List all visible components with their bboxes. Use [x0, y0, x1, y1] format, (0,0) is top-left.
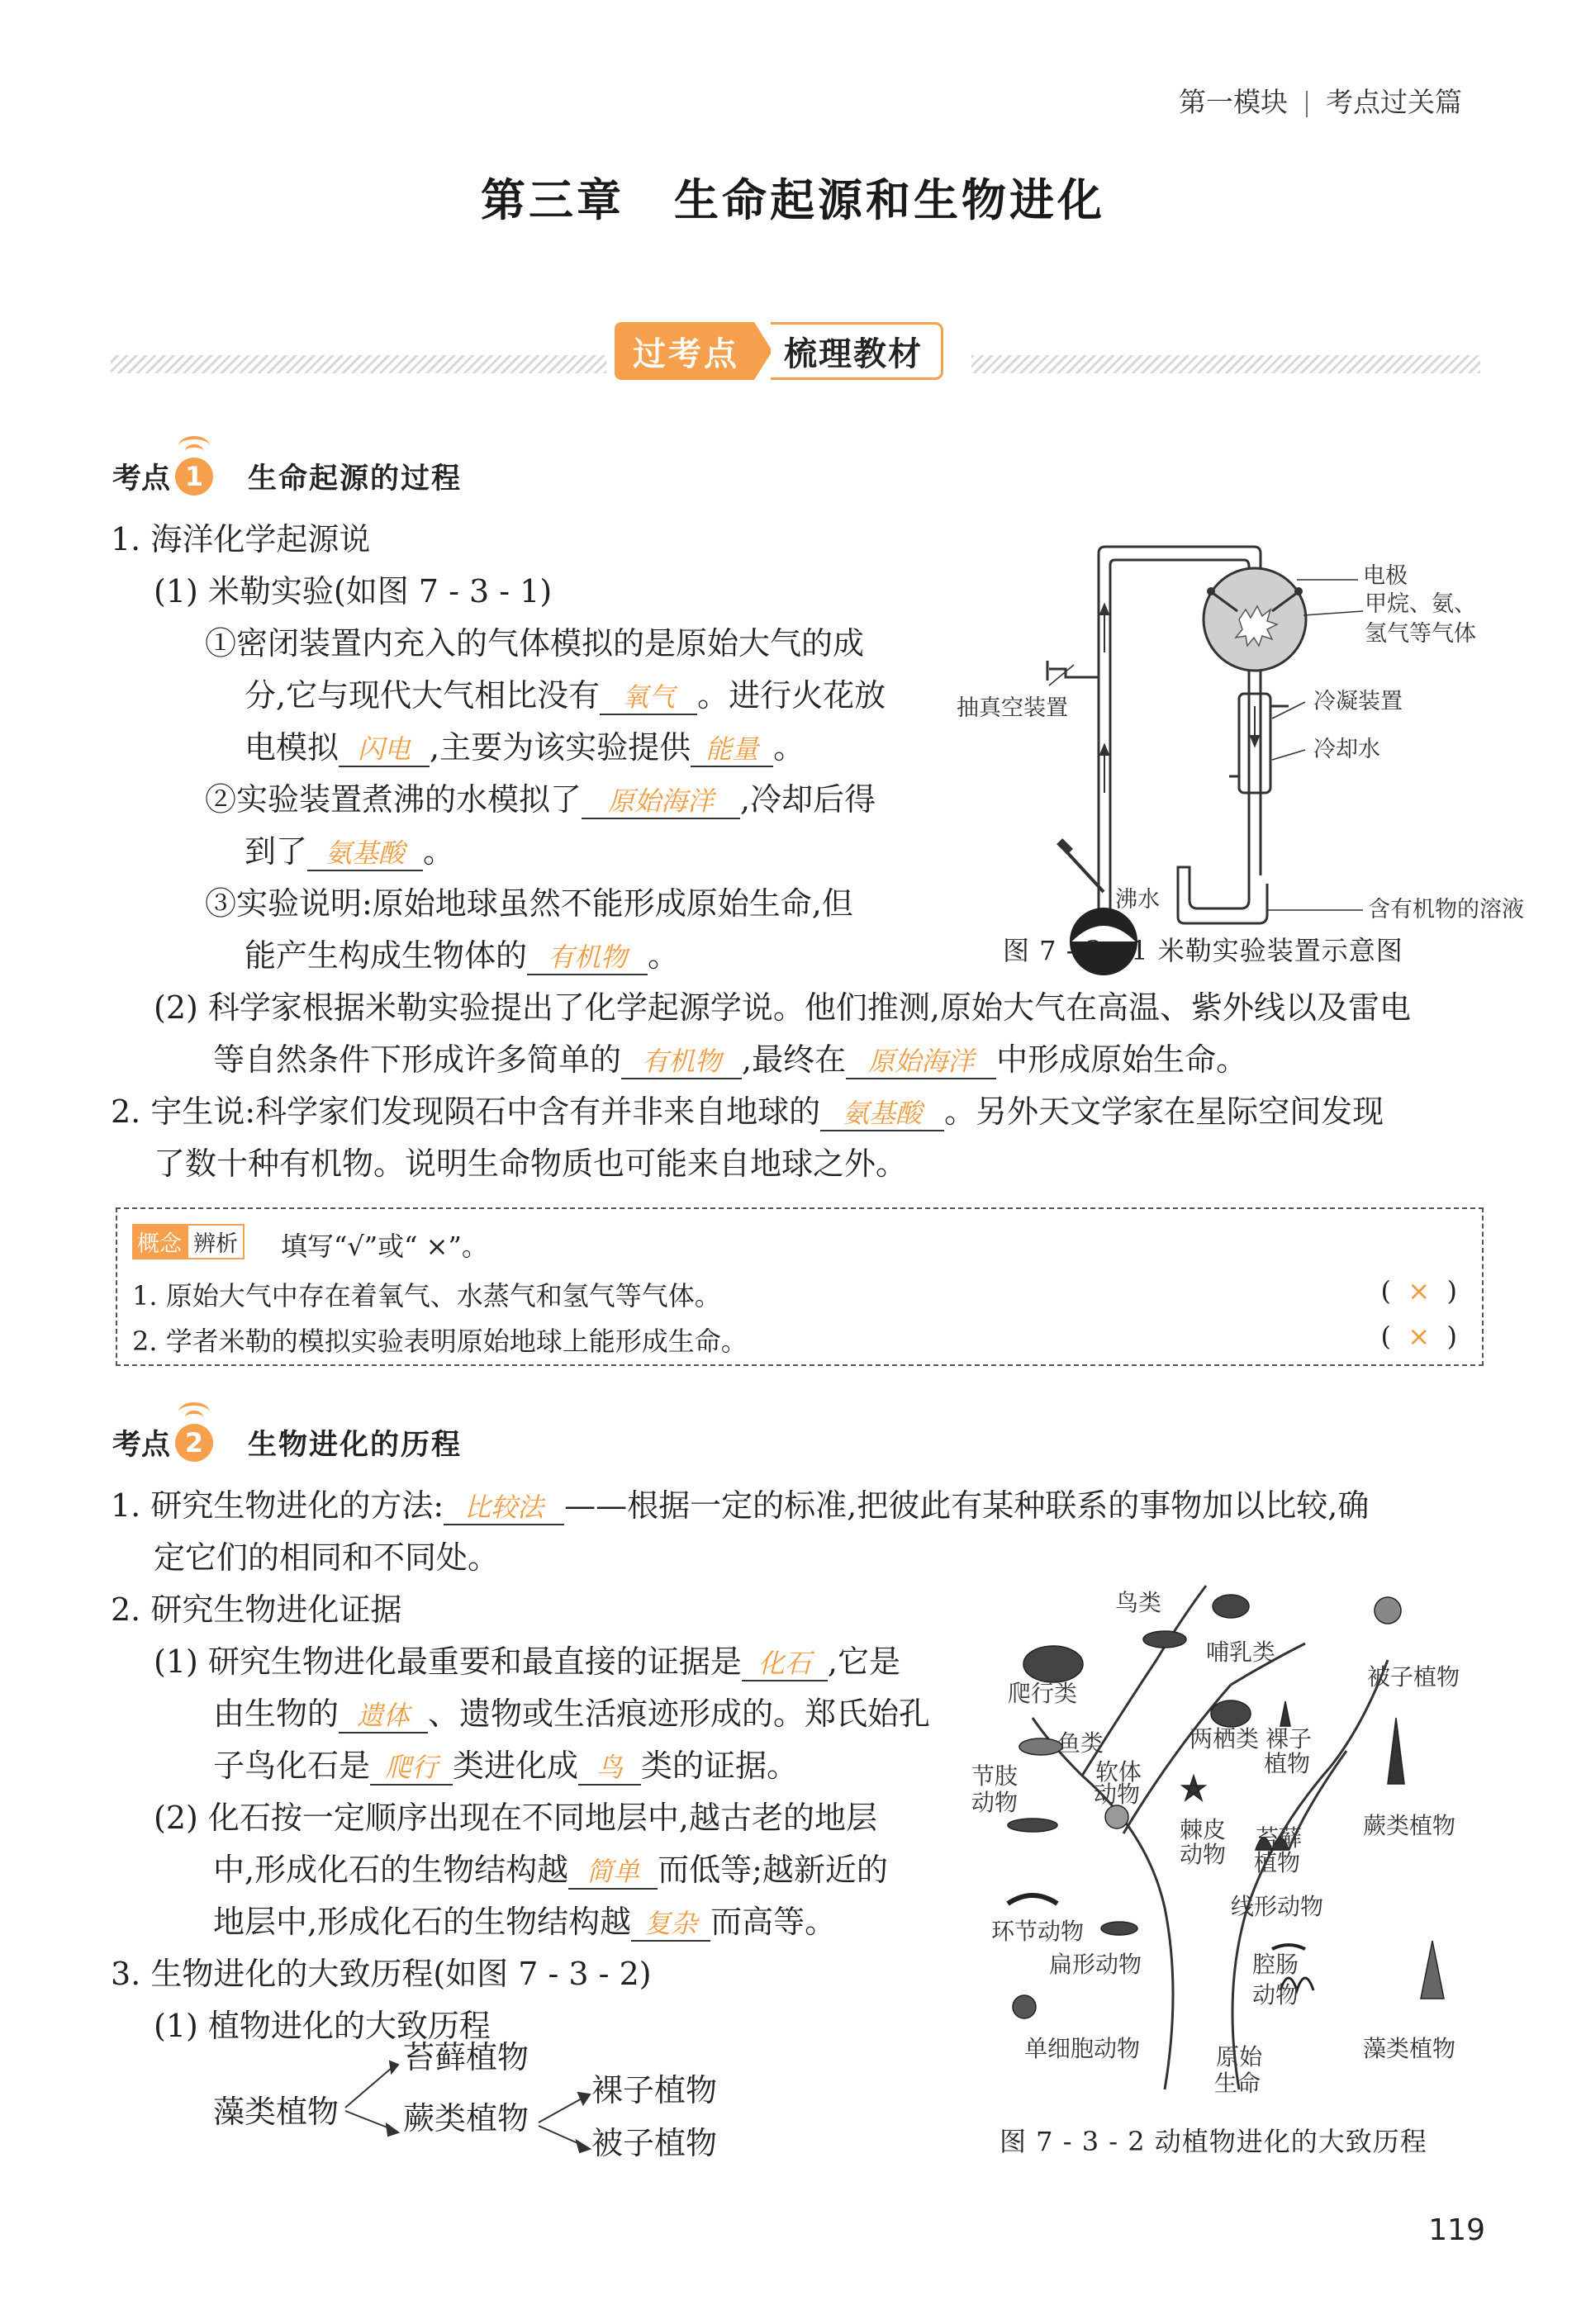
label-protozoa: 单细胞动物 [1024, 2035, 1141, 2062]
text: 而低等;越新近的 [658, 1852, 888, 1888]
answer-blank: 爬行 [370, 1751, 453, 1786]
text: 到了 [245, 833, 308, 870]
text-line: 3. 生物进化的大致历程(如图 7 - 3 - 2) [111, 1956, 652, 1992]
kaodian-label: 考点 [112, 462, 171, 496]
label-echinoderm: 棘皮 [1180, 1816, 1227, 1843]
header-divider [1306, 91, 1308, 117]
label-gases: 甲烷、氨、 [1365, 591, 1476, 617]
answer-blank: 简单 [568, 1855, 658, 1890]
paren: ( [1380, 1275, 1392, 1307]
label-annelid: 环节动物 [991, 1918, 1085, 1945]
plant-arrows [340, 2040, 605, 2156]
kaodian-number-badge: 1 [175, 458, 213, 496]
header-section: 考点过关篇 [1326, 86, 1462, 118]
text: ,冷却后得 [740, 781, 876, 818]
text-line: 定它们的相同和不同处。 [154, 1539, 500, 1576]
evolution-tree-diagram [958, 1561, 1487, 2106]
text: 。进行火花放 [697, 677, 886, 714]
label-cnidarian: 腔肠 [1252, 1951, 1299, 1978]
answer-blank: 有机物 [527, 941, 648, 975]
label-bird: 鸟类 [1115, 1589, 1162, 1616]
label-mammal: 哺乳类 [1206, 1639, 1276, 1666]
text: 由生物的 [213, 1696, 340, 1732]
text: 2. 宇生说:科学家们发现陨石中含有并非来自地球的 [111, 1093, 821, 1130]
text: 能产生构成生物体的 [245, 937, 528, 974]
plant-moss: 苔藓植物 [403, 2039, 529, 2075]
chapter-name: 生命起源和生物进化 [674, 174, 1105, 226]
concept-answer-2 [1381, 1321, 1457, 1352]
text: ②实验装置煮沸的水模拟了 [205, 781, 582, 818]
plant-angiosperm: 被子植物 [591, 2125, 718, 2161]
text: 子鸟化石是 [213, 1748, 371, 1784]
flower-icon [1375, 1597, 1401, 1624]
label-origin: 原始 [1216, 2043, 1263, 2070]
label-cnidarian-2: 动物 [1252, 1981, 1299, 2009]
concept-tag [132, 1224, 245, 1259]
concept-answer-1 [1381, 1275, 1457, 1307]
answer-blank: 鸟 [578, 1751, 641, 1786]
label-amphibian: 两栖类 [1190, 1725, 1260, 1752]
text: 电模拟 [245, 729, 340, 766]
hatch-right [971, 355, 1480, 373]
concept-tag-2: 辨析 [187, 1224, 245, 1259]
label-gymnosperm-2: 植物 [1264, 1750, 1311, 1777]
answer-blank: 氧气 [600, 681, 697, 715]
answer-blank: 有机物 [621, 1045, 742, 1079]
answer-mark: × [1408, 1275, 1431, 1307]
text-line [245, 930, 679, 982]
label-nematode: 线形动物 [1231, 1893, 1324, 1920]
text-line [154, 1636, 900, 1688]
section-banner [615, 322, 943, 380]
answer-blank: 化石 [742, 1647, 828, 1681]
plant-fern: 蕨类植物 [403, 2100, 529, 2137]
text-line [213, 1740, 798, 1792]
text: 。 [423, 833, 455, 870]
answer-blank: 比较法 [444, 1491, 564, 1525]
label-origin-2: 生命 [1214, 2070, 1261, 2097]
nematode-icon [1272, 1945, 1305, 1949]
kaodian-number-badge: 2 [175, 1424, 213, 1462]
text: 分,它与现代大气相比没有 [245, 677, 601, 714]
hatch-left [111, 355, 606, 373]
label-boiling-water: 沸水 [1115, 887, 1160, 913]
paren: ) [1446, 1275, 1457, 1307]
text: 中形成原始生命。 [996, 1041, 1248, 1078]
label-flatworm: 扁形动物 [1049, 1951, 1142, 1978]
kaodian-title: 生命起源的过程 [248, 462, 463, 496]
miller-apparatus-diagram [950, 529, 1524, 966]
answer-blank: 氨基酸 [307, 837, 423, 871]
starfish-icon [1182, 1776, 1205, 1800]
label-arthropod-2: 动物 [971, 1789, 1019, 1816]
text: 地层中,形成化石的生物结构越 [213, 1904, 632, 1940]
insect-icon [1008, 1819, 1057, 1832]
label-solution: 含有机物的溶液 [1368, 897, 1524, 922]
answer-blank: 遗体 [339, 1699, 428, 1734]
text-line [111, 1480, 1369, 1532]
snail-icon [1105, 1805, 1128, 1828]
concept-box [116, 1207, 1484, 1366]
flatworm-icon [1101, 1922, 1137, 1935]
concept-question-1: 1. 原始大气中存在着氧气、水蒸气和氢气等气体。 [132, 1280, 721, 1311]
text-line [213, 1896, 836, 1948]
label-moss: 苔藓 [1256, 1824, 1303, 1852]
fish-icon [1019, 1738, 1062, 1755]
text-line [213, 1034, 1247, 1086]
banner-right: 梳理教材 [771, 322, 943, 380]
algae-icon [1421, 1941, 1444, 1999]
text: ,最终在 [742, 1041, 847, 1078]
frog-icon [1211, 1700, 1251, 1727]
text: 1. 研究生物进化的方法: [111, 1487, 444, 1524]
text: 。 [648, 937, 680, 974]
answer-blank: 能量 [691, 733, 773, 767]
text: ——根据一定的标准,把彼此有某种联系的事物加以比较,确 [564, 1487, 1370, 1524]
kaodian-1-heading [112, 456, 462, 497]
answer-blank: 氨基酸 [820, 1097, 944, 1131]
text-line [213, 1688, 930, 1740]
label-arthropod: 节肢 [971, 1762, 1019, 1790]
chapter-number: 第三章 [481, 174, 624, 226]
figure-7-3-2-caption: 图 7 - 3 - 2 动植物进化的大致历程 [1000, 2126, 1427, 2157]
plant-algae: 藻类植物 [213, 2094, 340, 2130]
label-mollusk-2: 动物 [1094, 1781, 1141, 1808]
concept-instruction: 填写“√”或“ ×”。 [281, 1231, 488, 1262]
text-line [205, 774, 876, 826]
amoeba-icon [1013, 1995, 1036, 2018]
chapter-title [0, 165, 1586, 229]
rabbit-icon [1213, 1595, 1249, 1618]
label-electrode: 电极 [1363, 563, 1408, 589]
text: 等自然条件下形成许多简单的 [213, 1041, 622, 1078]
bird-icon [1143, 1631, 1186, 1648]
text-line: (2) 化石按一定顺序出现在不同地层中,越古老的地层 [154, 1800, 877, 1836]
kaodian-2-heading [112, 1422, 462, 1463]
text-line [213, 1844, 888, 1896]
label-angiosperm: 被子植物 [1367, 1663, 1460, 1691]
page-number: 119 [1428, 2213, 1485, 2247]
text-line: ①密闭装置内充入的气体模拟的是原始大气的成 [205, 625, 865, 662]
text-line: 2. 研究生物进化证据 [111, 1591, 402, 1628]
paren: ) [1446, 1321, 1457, 1352]
text-line [245, 722, 805, 774]
banner-left: 过考点 [615, 322, 754, 380]
kaodian-title: 生物进化的历程 [248, 1429, 463, 1462]
text: ,它是 [827, 1643, 901, 1680]
label-mollusk: 软体 [1095, 1758, 1142, 1786]
label-condenser: 冷凝装置 [1313, 689, 1403, 714]
text: 。 [773, 729, 805, 766]
text-line: (1) 植物进化的大致历程 [154, 2008, 491, 2044]
answer-blank: 原始海洋 [846, 1045, 996, 1079]
answer-blank: 闪电 [339, 733, 430, 767]
paren: ( [1380, 1321, 1392, 1352]
text-line [111, 1086, 1384, 1138]
text-line [245, 826, 454, 878]
label-fern: 蕨类植物 [1363, 1812, 1456, 1839]
label-moss-2: 植物 [1254, 1849, 1301, 1876]
header-module: 第一模块 [1179, 86, 1288, 118]
text-line [245, 670, 886, 722]
label-echinoderm-2: 动物 [1180, 1841, 1227, 1868]
label-gases-2: 氢气等气体 [1365, 621, 1476, 647]
concept-tag-1: 概念 [132, 1224, 187, 1259]
fern-icon [1388, 1718, 1404, 1784]
text: 中,形成化石的生物结构越 [213, 1852, 569, 1888]
plant-gymnosperm: 裸子植物 [591, 2072, 718, 2108]
text: ,主要为该实验提供 [430, 729, 691, 766]
gymnosperm-icon [1280, 1701, 1290, 1726]
text: 而高等。 [710, 1904, 837, 1940]
item-ocean-chemical: 1. 海洋化学起源说 [111, 521, 371, 557]
sub-miller: (1) 米勒实验(如图 7 - 3 - 1) [154, 573, 553, 609]
label-gymnosperm: 裸子 [1265, 1725, 1313, 1752]
answer-blank: 复杂 [631, 1907, 710, 1942]
text-line: (2) 科学家根据米勒实验提出了化学起源学说。他们推测,原始大气在高温、紫外线以及雷电 [154, 989, 1411, 1026]
turtle-icon [1023, 1646, 1083, 1682]
banner-arrow [754, 322, 772, 380]
text-line: 了数十种有机物。说明生命物质也可能来自地球之外。 [154, 1145, 908, 1182]
text: 类的证据。 [641, 1748, 799, 1784]
concept-question-2: 2. 学者米勒的模拟实验表明原始地球上能形成生命。 [132, 1326, 748, 1357]
kaodian-label: 考点 [112, 1429, 171, 1462]
label-cooling-water: 冷却水 [1313, 737, 1380, 762]
text: 。另外天文学家在星际空间发现 [944, 1093, 1384, 1130]
label-fish: 鱼类 [1057, 1729, 1104, 1757]
text: (1) 研究生物进化最重要和最直接的证据是 [154, 1643, 742, 1680]
label-algae: 藻类植物 [1363, 2035, 1456, 2062]
answer-blank: 原始海洋 [582, 785, 740, 819]
answer-mark: × [1408, 1321, 1431, 1352]
text: 类进化成 [453, 1748, 579, 1784]
running-header [1179, 81, 1462, 120]
worm-icon [1008, 1895, 1057, 1904]
text-line: ③实验说明:原始地球虽然不能形成原始生命,但 [205, 885, 853, 922]
label-vacuum: 抽真空装置 [957, 695, 1068, 721]
label-reptile: 爬行类 [1008, 1680, 1078, 1707]
figure-7-3-1-caption: 图 7 - 3 - 1 米勒实验装置示意图 [1003, 935, 1403, 966]
text: 、遗物或生活痕迹形成的。郑氏始孔 [428, 1696, 931, 1732]
